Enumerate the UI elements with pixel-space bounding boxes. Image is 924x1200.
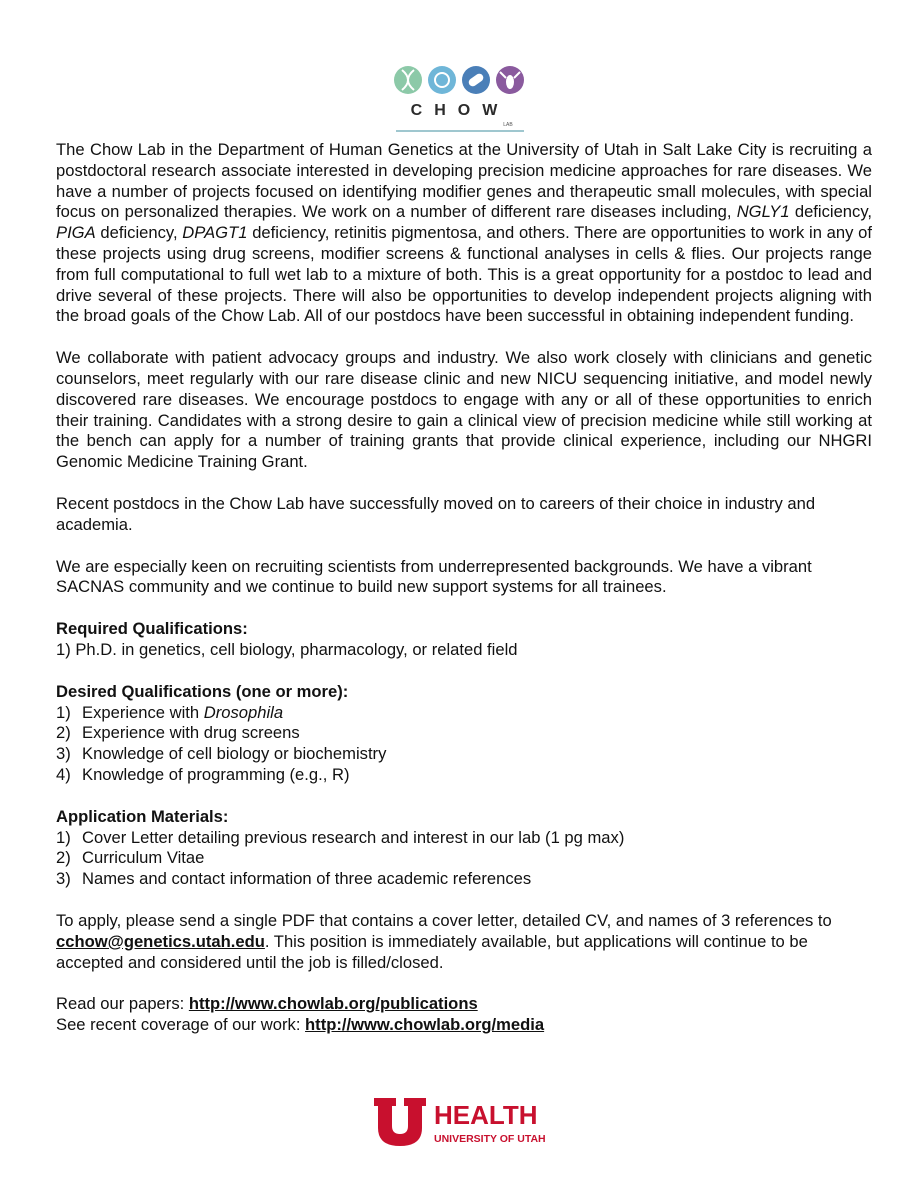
chow-lab-logo bbox=[390, 62, 530, 134]
papers-line: Read our papers: http://www.chowlab.org/publications bbox=[56, 994, 478, 1014]
publications-link[interactable]: http://www.chowlab.org/publications bbox=[188, 994, 478, 1014]
posting-body bbox=[56, 140, 872, 1036]
list-item: 3) Knowledge of cell biology or biochemistry bbox=[56, 744, 387, 764]
list-item: 2) Curriculum Vitae bbox=[56, 848, 205, 868]
email-link[interactable]: cchow@genetics.utah.edu bbox=[56, 931, 265, 951]
block-u-icon bbox=[374, 1098, 426, 1146]
list-item: 1) Cover Letter detailing previous research and interest in our lab (1 pg max) bbox=[56, 827, 625, 847]
desired-heading: Desired Qualifications (one or more): bbox=[56, 681, 349, 701]
apply-paragraph: To apply, please send a single PDF that contains a cover letter, detailed CV, and names of 3 references to cchow@genetics.utah.edu. This position is immediately available, but applications will continue to be accepted and considered until the job is filled/closed. bbox=[56, 910, 832, 972]
intro-paragraph: The Chow Lab in the Department of Human Genetics at the University of Utah in Salt Lake City is recruiting a postdoctoral research associate interested in developing precision medicine approaches for rare diseases. We have a number of projects focused on identifying modifier genes and therapeutic small molecules, with special focus on personalized therapies. We work on a number of different rare diseases including, NGLY1 deficiency, PIGA deficiency, DPAGT1 deficiency, retinitis pigmentosa, and others. There are opportunities to work in any of these projects using drug screens, modifier screens & functional analyses in cells & flies. Our projects range from full computational to full wet lab to a mixture of both. This is a great opportunity for a postdoc to lead and drive several of these projects. There will also be opportunities to develop independent projects aligning with the broad goals of the Chow Lab. All of our postdocs have been successful in obtaining independent funding. bbox=[56, 140, 873, 326]
health-wordmark: HEALTH bbox=[434, 1100, 538, 1130]
university-wordmark: UNIVERSITY OF UTAH bbox=[434, 1133, 546, 1145]
logo-underline bbox=[396, 130, 524, 132]
desired-qualifications bbox=[56, 682, 872, 786]
list-item: 1) Experience with Drosophila bbox=[56, 702, 284, 722]
list-item: 2) Experience with drug screens bbox=[56, 723, 300, 743]
list-item: 4) Knowledge of programming (e.g., R) bbox=[56, 764, 350, 784]
diversity-paragraph: We are especially keen on recruiting scientists from underrepresented backgrounds. We have a vibrant SACNAS community and we continue to build new support systems for all trainees. bbox=[56, 556, 812, 597]
required-heading: Required Qualifications: bbox=[56, 619, 248, 639]
media-line: See recent coverage of our work: http://www.chowlab.org/media bbox=[56, 1015, 545, 1035]
careers-paragraph: Recent postdocs in the Chow Lab have successfully moved on to careers of their choice in industry and academia. bbox=[56, 493, 816, 534]
list-item: 3) Names and contact information of three academic references bbox=[56, 869, 532, 889]
application-materials bbox=[56, 807, 872, 890]
materials-heading: Application Materials: bbox=[56, 806, 229, 826]
media-link[interactable]: http://www.chowlab.org/media bbox=[305, 1015, 545, 1035]
cell-circle-icon bbox=[428, 66, 456, 94]
logo-lab-sub: LAB bbox=[503, 122, 513, 128]
links-section bbox=[56, 994, 872, 1036]
required-qualifications bbox=[56, 619, 872, 661]
required-item: 1) Ph.D. in genetics, cell biology, pharmacology, or related field bbox=[56, 639, 518, 659]
logo-lab-name: CHOW bbox=[410, 102, 510, 119]
university-of-utah-health-logo bbox=[370, 1094, 570, 1152]
collaboration-paragraph: We collaborate with patient advocacy groups and industry. We also work closely with clinicians and genetic counselors, meet regularly with our rare disease clinic and new NICU sequencing initiative, and model newly discovered rare diseases. We encourage postdocs to engage with any or all of these opportunities to enrich their training. Candidates with a strong desire to gain a clinical view of precision medicine while still working at the bench can apply for a number of training grants that provide clinical experience, including our NHGRI Genomic Medicine Training Grant. bbox=[56, 348, 872, 472]
